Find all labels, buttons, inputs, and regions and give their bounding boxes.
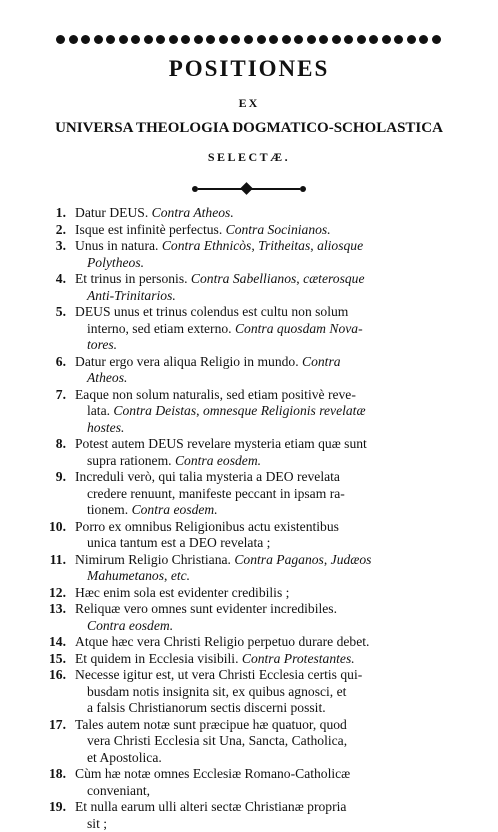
italic-run: Contra Deistas: [113, 403, 196, 418]
position-text-line: [75, 502, 461, 519]
position-text-line: [75, 568, 461, 585]
ornament-dot: [69, 35, 78, 44]
text-run: Unus in natura.: [75, 238, 162, 253]
ornament-dot: [156, 35, 165, 44]
position-text-line: [75, 337, 461, 354]
position-text: [75, 799, 461, 832]
ornament-dot: [119, 35, 128, 44]
text-run: tionem.: [87, 502, 132, 517]
position-text-line: [75, 799, 461, 816]
ornament-dot: [81, 35, 90, 44]
ornament-dot: [144, 35, 153, 44]
position-number: 2.: [26, 222, 66, 239]
position-number: 12.: [26, 585, 66, 602]
position-text: [75, 667, 461, 717]
position-text-line: [75, 634, 461, 651]
position-text-line: [75, 420, 461, 437]
ornament-dot: [369, 35, 378, 44]
position-number: 11.: [26, 552, 66, 569]
position-number: 3.: [26, 238, 66, 255]
page-title: POSITIONES: [0, 56, 498, 82]
position-item: [0, 651, 498, 668]
italic-run: Anti-Trinitarios.: [87, 288, 176, 303]
text-run: .: [145, 205, 152, 220]
text-run: Potest autem DEUS revelare mysteria etiam quæ sunt: [75, 436, 367, 451]
position-text: [75, 519, 461, 552]
italic-run: etc.: [171, 568, 190, 583]
position-text-line: [75, 766, 461, 783]
position-text: [75, 585, 461, 602]
position-text-line: [75, 684, 461, 701]
text-run: ,: [251, 238, 258, 253]
ornament-dot: [181, 35, 190, 44]
position-text: [75, 469, 461, 519]
position-item: [0, 585, 498, 602]
ornament-dot: [269, 35, 278, 44]
position-number: 10.: [26, 519, 66, 536]
position-text-line: [75, 717, 461, 734]
position-text-line: [75, 700, 461, 717]
position-text: [75, 552, 461, 585]
text-run: ,: [196, 403, 203, 418]
text-run: Et quidem in Ecclesia visibili.: [75, 651, 242, 666]
position-item: [0, 519, 498, 552]
position-item: [0, 222, 498, 239]
position-number: 4.: [26, 271, 66, 288]
position-text-line: [75, 585, 461, 602]
position-text-line: [75, 304, 461, 321]
ornament-dot: [219, 35, 228, 44]
position-item: [0, 354, 498, 387]
positions-list: [0, 205, 498, 832]
heading-ex: EX: [0, 96, 498, 111]
position-text-line: [75, 387, 461, 404]
text-run: Datur: [75, 205, 109, 220]
text-run: unica tantum est a DEO revelata ;: [87, 535, 270, 550]
position-text: [75, 766, 461, 799]
position-item: [0, 304, 498, 354]
italic-run: Tritheitas: [258, 238, 310, 253]
italic-run: Contra eosdem.: [87, 618, 173, 633]
ornament-dot: [319, 35, 328, 44]
text-run: Porro ex omnibus Religionibus actu existentibus: [75, 519, 339, 534]
position-item: [0, 717, 498, 767]
position-text-line: [75, 205, 461, 222]
position-text-line: [75, 436, 461, 453]
position-text-line: [75, 816, 461, 832]
italic-run: Contra Atheos.: [152, 205, 234, 220]
italic-run: Contra Paganos: [234, 552, 324, 567]
italic-run: Contra eosdem.: [175, 453, 261, 468]
position-item: [0, 436, 498, 469]
italic-run: Contra Ethnicòs: [162, 238, 252, 253]
position-text: [75, 436, 461, 469]
text-run: Increduli verò, qui talia mysteria a DEO revelata: [75, 469, 340, 484]
position-text-line: [75, 618, 461, 635]
italic-run: Polytheos.: [87, 255, 144, 270]
position-text: [75, 304, 461, 354]
position-text: [75, 238, 461, 271]
italic-run: omnesque Religionis revelatæ: [203, 403, 366, 418]
text-run: Tales autem notæ sunt præcipue hæ quatuor, quod: [75, 717, 347, 732]
text-run: Datur ergo vera aliqua Religio in mundo.: [75, 354, 302, 369]
top-ornament-rule: [56, 34, 441, 45]
text-run: vera Christi Ecclesia sit Una, Sancta, Catholica,: [87, 733, 347, 748]
position-text-line: [75, 453, 461, 470]
italic-run: cæterosque: [303, 271, 364, 286]
ornament-dot: [106, 35, 115, 44]
position-text: [75, 354, 461, 387]
position-number: 1.: [26, 205, 66, 222]
ornament-dot: [56, 35, 65, 44]
text-run: sit ;: [87, 816, 107, 831]
position-number: 6.: [26, 354, 66, 371]
position-text-line: [75, 354, 461, 371]
ornament-dot: [194, 35, 203, 44]
text-run: et Apostolica.: [87, 750, 162, 765]
position-text-line: [75, 535, 461, 552]
position-number: 15.: [26, 651, 66, 668]
ornament-dot: [94, 35, 103, 44]
ornament-dot: [282, 35, 291, 44]
italic-run: hostes.: [87, 420, 124, 435]
position-item: [0, 271, 498, 304]
position-item: [0, 799, 498, 832]
italic-run: Contra Sabellianos: [191, 271, 296, 286]
position-number: 9.: [26, 469, 66, 486]
ornament-dot: [244, 35, 253, 44]
text-run: Et nulla earum ulli alteri sectæ Christianæ propria: [75, 799, 346, 814]
text-run: Necesse igitur est, ut vera Christi Ecclesia certis qui-: [75, 667, 362, 682]
position-item: [0, 387, 498, 437]
position-text-line: [75, 667, 461, 684]
text-run: Reliquæ vero omnes sunt evidenter incredibiles.: [75, 601, 337, 616]
text-run: lata.: [87, 403, 113, 418]
position-item: [0, 766, 498, 799]
position-item: [0, 552, 498, 585]
italic-run: tores.: [87, 337, 117, 352]
position-number: 5.: [26, 304, 66, 321]
text-run: supra rationem.: [87, 453, 175, 468]
ornament-dot: [131, 35, 140, 44]
text-run: Hæc enim sola est evidenter credibilis ;: [75, 585, 289, 600]
position-text-line: [75, 750, 461, 767]
italic-run: Judæos: [331, 552, 372, 567]
ornament-dot: [231, 35, 240, 44]
ornament-dot: [294, 35, 303, 44]
italic-run: Contra quosdam Nova-: [235, 321, 363, 336]
ornament-dot: [382, 35, 391, 44]
ornament-dot: [407, 35, 416, 44]
position-item: [0, 238, 498, 271]
position-item: [0, 601, 498, 634]
ornament-dot: [257, 35, 266, 44]
text-run: ,: [324, 552, 331, 567]
position-text: [75, 634, 461, 651]
heading-subtitle: UNIVERSA THEOLOGIA DOGMATICO-SCHOLASTICA: [0, 120, 498, 137]
position-text: [75, 651, 461, 668]
ornament-dot: [169, 35, 178, 44]
italic-run: aliosque: [317, 238, 363, 253]
text-run: ,: [296, 271, 303, 286]
position-number: 16.: [26, 667, 66, 684]
text-run: ,: [310, 238, 317, 253]
position-text-line: [75, 469, 461, 486]
position-text-line: [75, 222, 461, 239]
position-text-line: [75, 651, 461, 668]
position-text-line: [75, 783, 461, 800]
position-text-line: [75, 601, 461, 618]
position-item: [0, 667, 498, 717]
position-number: 18.: [26, 766, 66, 783]
position-number: 7.: [26, 387, 66, 404]
italic-run: Contra Protestantes.: [242, 651, 355, 666]
text-run: interno, sed etiam externo.: [87, 321, 235, 336]
text-run: Isque est infinitè perfectus.: [75, 222, 226, 237]
text-run: Atque hæc vera Christi Religio perpetuo durare debet.: [75, 634, 369, 649]
text-run: Cùm hæ notæ omnes Ecclesiæ Romano-Catholicæ: [75, 766, 350, 781]
ornament-dot: [206, 35, 215, 44]
text-run: a falsis Christianorum sectis discerni possit.: [87, 700, 326, 715]
italic-run: Atheos.: [87, 370, 127, 385]
ornamental-divider: [188, 184, 310, 194]
text-run: DEUS: [109, 205, 145, 220]
position-number: 8.: [26, 436, 66, 453]
position-text: [75, 387, 461, 437]
ornament-dot: [419, 35, 428, 44]
position-text-line: [75, 486, 461, 503]
position-text-line: [75, 288, 461, 305]
text-run: ,: [164, 568, 171, 583]
position-number: 17.: [26, 717, 66, 734]
text-run: conveniant,: [87, 783, 150, 798]
position-number: 19.: [26, 799, 66, 816]
position-text-line: [75, 271, 461, 288]
text-run: Nimirum Religio Christiana.: [75, 552, 234, 567]
text-run: busdam notis insignita sit, ex quibus agnosci, et: [87, 684, 346, 699]
ornament-dot: [432, 35, 441, 44]
position-item: [0, 634, 498, 651]
position-text-line: [75, 552, 461, 569]
position-text-line: [75, 370, 461, 387]
italic-run: Mahumetanos: [87, 568, 164, 583]
position-item: [0, 469, 498, 519]
position-item: [0, 205, 498, 222]
position-text: [75, 271, 461, 304]
position-text: [75, 717, 461, 767]
text-run: Eaque non solum naturalis, sed etiam positivè reve-: [75, 387, 356, 402]
heading-selecta: SELECTÆ.: [0, 150, 498, 165]
ornament-dot: [307, 35, 316, 44]
position-text-line: [75, 321, 461, 338]
position-text-line: [75, 733, 461, 750]
text-run: Et trinus in personis.: [75, 271, 191, 286]
position-text-line: [75, 403, 461, 420]
position-text: [75, 222, 461, 239]
position-text: [75, 205, 461, 222]
ornament-dot: [394, 35, 403, 44]
text-run: credere renuunt, manifeste peccant in ipsam ra-: [87, 486, 345, 501]
text-run: DEUS unus et trinus colendus est cultu non solum: [75, 304, 348, 319]
italic-run: Contra eosdem.: [132, 502, 218, 517]
ornament-dot: [344, 35, 353, 44]
position-number: 14.: [26, 634, 66, 651]
italic-run: Contra Socinianos.: [226, 222, 331, 237]
italic-run: Contra: [302, 354, 341, 369]
position-number: 13.: [26, 601, 66, 618]
position-text-line: [75, 255, 461, 272]
position-text-line: [75, 238, 461, 255]
position-text: [75, 601, 461, 634]
ornament-dot: [357, 35, 366, 44]
ornament-dot: [332, 35, 341, 44]
position-text-line: [75, 519, 461, 536]
